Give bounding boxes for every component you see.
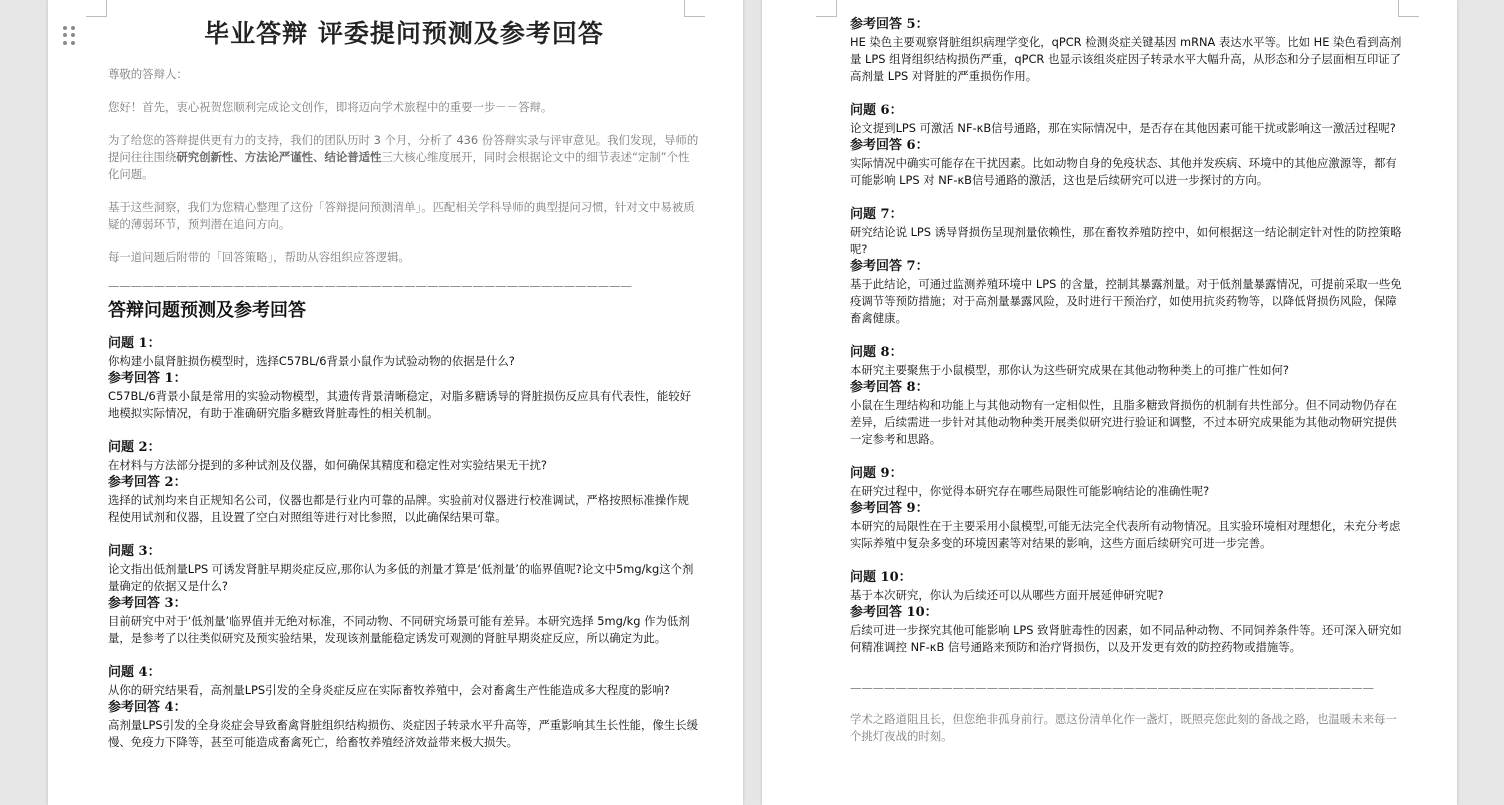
qa-item[interactable] — [108, 543, 700, 647]
answer-label: 参考回答 7： — [850, 259, 929, 274]
qa-item[interactable] — [108, 335, 700, 422]
qa-item[interactable] — [850, 465, 1402, 552]
answer-text: 选择的试剂均来自正规知名公司，仪器也都是行业内可靠的品牌。实验前对仪器进行校准调试，严格按照标准操作规程使用试剂和仪器，且设置了空白对照组等进行对比参照，以此确保结果可靠。 — [108, 493, 689, 524]
answer-label: 参考回答 5： — [850, 17, 929, 32]
section-divider: —————————————————————————————————————————————— — [850, 681, 1374, 695]
answer-text: 目前研究中对于‘低剂量’临界值并无绝对标准，不同动物、不同研究场景可能有差异。本研究选择 5mg/kg 作为低剂量，是参考了以往类似研究及预实验结果，发现该剂量能稳定诱发可观测的肾脏早期炎症反应，所以确定为此。 — [108, 614, 690, 645]
question-label: 问题 6： — [850, 103, 903, 118]
qa-item[interactable] — [850, 206, 1402, 327]
question-text: 在研究过程中，你觉得本研究存在哪些局限性可能影响结论的准确性呢? — [850, 484, 1210, 498]
intro-text: 为了给您的答辩提供更有力的支持，我们的团队历时 3 个月，分析了 436 份答辩实录与评审意见。我们发现，导师的提问往往围绕 — [108, 133, 699, 164]
question-label: 问题 2： — [108, 440, 161, 455]
answer-text: 实际情况中确实可能存在干扰因素。比如动物自身的免疫状态、其他并发疾病、环境中的其他应激源等，都有可能影响 LPS 对 NF-κB信号通路的激活，这也是后续研究可以进一步探讨的方向。 — [850, 156, 1397, 187]
intro-paragraph[interactable]: 基于这些洞察，我们为您精心整理了这份「答辩提问预测清单」。匹配相关学科导师的典型提问习惯，针对文中易被质疑的薄弱环节，预判潜在追问方向。 — [108, 200, 695, 231]
question-label: 问题 10： — [850, 570, 912, 585]
answer-text: 小鼠在生理结构和功能上与其他动物有一定相似性，且脂多糖致肾损伤的机制有共性部分。但不同动物仍存在差异，后续需进一步针对其他动物种类开展类似研究进行验证和调整，不过本研究成果能为其他动物研究提供一定参考和思路。 — [850, 398, 1397, 446]
question-text: 你构建小鼠肾脏损伤模型时，选择C57BL/6背景小鼠作为试验动物的依据是什么? — [108, 354, 515, 368]
closing-paragraph[interactable]: 学术之路道阻且长，但您绝非孤身前行。愿这份清单化作一盏灯，既照亮您此刻的备战之路，也温暖未来每一个挑灯夜战的时刻。 — [850, 712, 1397, 743]
intro-bold-text: 研究创新性、方法论严谨性、结论普适性 — [176, 150, 382, 164]
question-label: 问题 8： — [850, 345, 903, 360]
question-label: 问题 9： — [850, 466, 903, 481]
answer-text: 后续可进一步探究其他可能影响 LPS 致肾脏毒性的因素，如不同品种动物、不同饲养条件等。还可深入研究如何精准调控 NF-κB 信号通路来预防和治疗肾损伤，以及开发更有效的防控药物或措施等。 — [850, 623, 1402, 654]
intro-paragraph[interactable] — [108, 132, 700, 183]
qa-item[interactable] — [108, 439, 700, 526]
page-corner-mark — [1398, 0, 1419, 17]
answer-text: 基于此结论，可通过监测养殖环境中 LPS 的含量，控制其暴露剂量。对于低剂量暴露情况，可提前采取一些免疫调节等预防措施；对于高剂量暴露风险，及时进行干预治疗，如使用抗炎药物等，以降低肾损伤风险，保障畜禽健康。 — [850, 277, 1402, 325]
qa-item[interactable] — [850, 102, 1402, 189]
question-text: 在材料与方法部分提到的多种试剂及仪器，如何确保其精度和稳定性对实验结果无干扰? — [108, 458, 547, 472]
drag-handle-icon[interactable] — [63, 26, 77, 46]
qa-item[interactable] — [850, 344, 1402, 448]
question-text: 从你的研究结果看，高剂量LPS引发的全身炎症反应在实际畜牧养殖中，会对畜禽生产性能造成多大程度的影响? — [108, 683, 670, 697]
answer-label: 参考回答 4： — [108, 700, 187, 715]
intro-text: 三大核心维度展开，同时会根据论文中的细节表述“定制”个性化问题。 — [108, 150, 690, 181]
question-label: 问题 3： — [108, 544, 161, 559]
section-divider: —————————————————————————————————————————————— — [108, 279, 632, 293]
intro-paragraph[interactable]: 您好！首先，衷心祝贺您顺利完成论文创作，即将迈向学术旅程中的重要一步－－答辩。 — [108, 100, 553, 114]
question-text: 基于本次研究，你认为后续还可以从哪些方面开展延伸研究呢? — [850, 588, 1164, 602]
answer-label: 参考回答 1： — [108, 371, 187, 386]
intro-section[interactable] — [108, 66, 700, 266]
question-label: 问题 4： — [108, 665, 161, 680]
question-text: 论文提到LPS 可激活 NF-κB信号通路，那在实际情况中，是否存在其他因素可能干扰或影响这一激活过程呢? — [850, 121, 1396, 135]
intro-paragraph[interactable]: 每一道问题后附带的「回答策略」，帮助从容组织应答逻辑。 — [108, 250, 410, 264]
section-heading[interactable]: 答辩问题预测及参考回答 — [108, 300, 306, 321]
question-label: 问题 7： — [850, 207, 903, 222]
answer-label: 参考回答 10： — [850, 605, 938, 620]
answer-text: C57BL/6背景小鼠是常用的实验动物模型，其遗传背景清晰稳定，对脂多糖诱导的肾脏损伤反应具有代表性，能较好地模拟实际情况，有助于准确研究脂多糖致肾脏毒性的相关机制。 — [108, 389, 692, 420]
greeting-text[interactable]: 尊敬的答辩人： — [108, 67, 188, 81]
answer-text: HE 染色主要观察肾脏组织病理学变化，qPCR 检测炎症关键基因 mRNA 表达水平等。比如 HE 染色看到高剂量 LPS 组肾组织结构损伤严重，qPCR 也显示该组炎症因子转录水平大幅升高，从形态和分子层面相互印证了高剂量 LPS 对肾脏的严重损伤作用。 — [850, 35, 1402, 83]
page-corner-mark — [816, 0, 837, 17]
document-page-2 — [762, 0, 1457, 805]
question-text: 研究结论说 LPS 诱导肾损伤呈现剂量依赖性，那在畜牧养殖防控中，如何根据这一结论制定针对性的防控策略呢? — [850, 225, 1402, 256]
page-title[interactable]: 毕业答辩 评委提问预测及参考回答 — [204, 19, 604, 48]
answer-text: 高剂量LPS引发的全身炎症会导致畜禽肾脏组织结构损伤、炎症因子转录水平升高等，严重影响其生长性能，像生长缓慢、免疫力下降等，甚至可能造成畜禽死亡，给畜牧养殖经济效益带来极大损失。 — [108, 718, 698, 749]
qa-item[interactable] — [108, 664, 700, 751]
page-corner-mark — [86, 0, 107, 17]
question-label: 问题 1： — [108, 336, 161, 351]
answer-label: 参考回答 6： — [850, 138, 929, 153]
question-text: 论文指出低剂量LPS 可诱发肾脏早期炎症反应,那你认为多低的剂量才算是‘低剂量’的临界值呢?论文中5mg/kg这个剂量确定的依据又是什么? — [108, 562, 694, 593]
answer-text: 本研究的局限性在于主要采用小鼠模型,可能无法完全代表所有动物情况。且实验环境相对理想化，未充分考虑实际养殖中复杂多变的环境因素等对结果的影响，这些方面后续研究可进一步完善。 — [850, 519, 1401, 550]
question-text: 本研究主要聚焦于小鼠模型，那你认为这些研究成果在其他动物种类上的可推广性如何? — [850, 363, 1289, 377]
document-page-1 — [48, 0, 743, 805]
answer-label: 参考回答 9： — [850, 501, 929, 516]
answer-label: 参考回答 2： — [108, 475, 187, 490]
answer-label: 参考回答 8： — [850, 380, 929, 395]
answer-label: 参考回答 3： — [108, 596, 187, 611]
qa-item[interactable] — [850, 569, 1402, 656]
qa-item[interactable] — [850, 16, 1402, 85]
